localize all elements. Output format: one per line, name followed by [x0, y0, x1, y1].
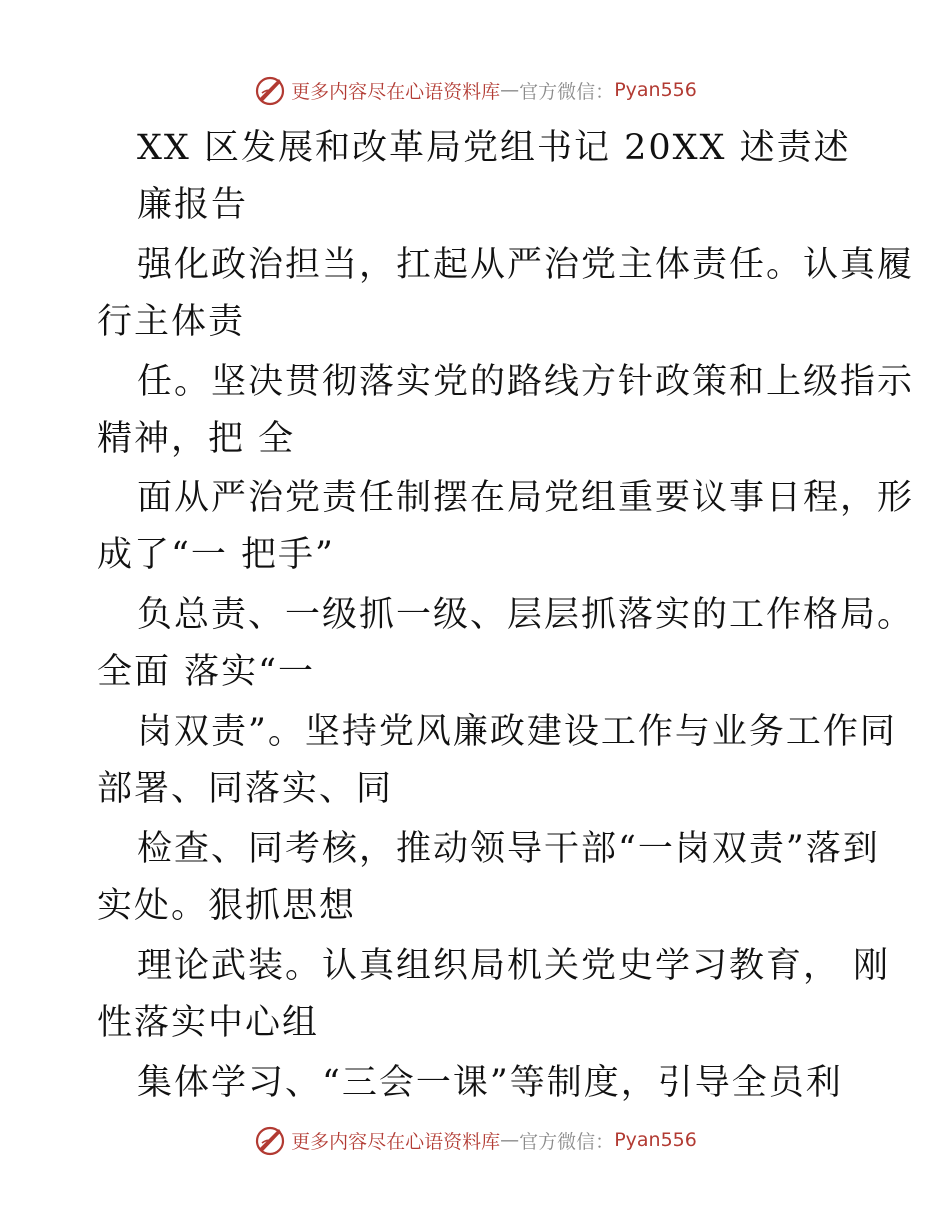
- watermark-brand: 更多内容尽在心语资料库: [291, 80, 501, 103]
- paragraph-line: 任。坚决贯彻落实党的路线方针政策和上级指示: [137, 362, 915, 402]
- document-title-line-2: 廉报告: [137, 185, 249, 225]
- watermark-contact-id: Pyan556: [614, 1129, 697, 1151]
- paragraph-line: 强化政治担当，扛起从严治党主体责任。认真履: [137, 245, 915, 285]
- paragraph-line: 检查、同考核，推动领导干部“一岗双责”落到: [137, 829, 880, 869]
- watermark-dash: —: [500, 79, 520, 101]
- watermark-brand: 更多内容尽在心语资料库: [291, 1130, 501, 1153]
- paragraph-line: 性落实中心组: [97, 1003, 320, 1043]
- quill-circle-icon: [253, 1123, 287, 1157]
- paragraph-line: 理论武装。认真组织局机关党史学习教育， 刚: [137, 946, 891, 986]
- paragraph-line: 集体学习、“三会一课”等制度，引导全员利: [137, 1063, 843, 1103]
- paragraph-line: 面从严治党责任制摆在局党组重要议事日程，形: [137, 478, 915, 518]
- paragraph-line: 负总责、一级抓一级、层层抓落实的工作格局。: [137, 595, 915, 635]
- paragraph-line: 成了“一 把手”: [97, 535, 335, 575]
- watermark-contact-id: Pyan556: [614, 79, 697, 101]
- paragraph-line: 部署、同落实、同: [97, 769, 394, 809]
- paragraph-line: 行主体责: [97, 302, 246, 342]
- watermark-dash: —: [500, 1129, 520, 1151]
- paragraph-line: 实处。狠抓思想: [97, 886, 357, 926]
- footer-watermark: [0, 1120, 950, 1160]
- document-title-line-1: XX 区发展和改革局党组书记 20XX 述责述: [137, 128, 851, 168]
- watermark-contact-prefix: 官方微信：: [519, 1130, 615, 1153]
- paragraph-line: 精神，把 全: [97, 419, 296, 459]
- paragraph-line: 全面 落实“一: [97, 652, 316, 692]
- watermark-contact-prefix: 官方微信：: [519, 80, 615, 103]
- paragraph-line: 岗双责”。坚持党风廉政建设工作与业务工作同: [137, 712, 897, 752]
